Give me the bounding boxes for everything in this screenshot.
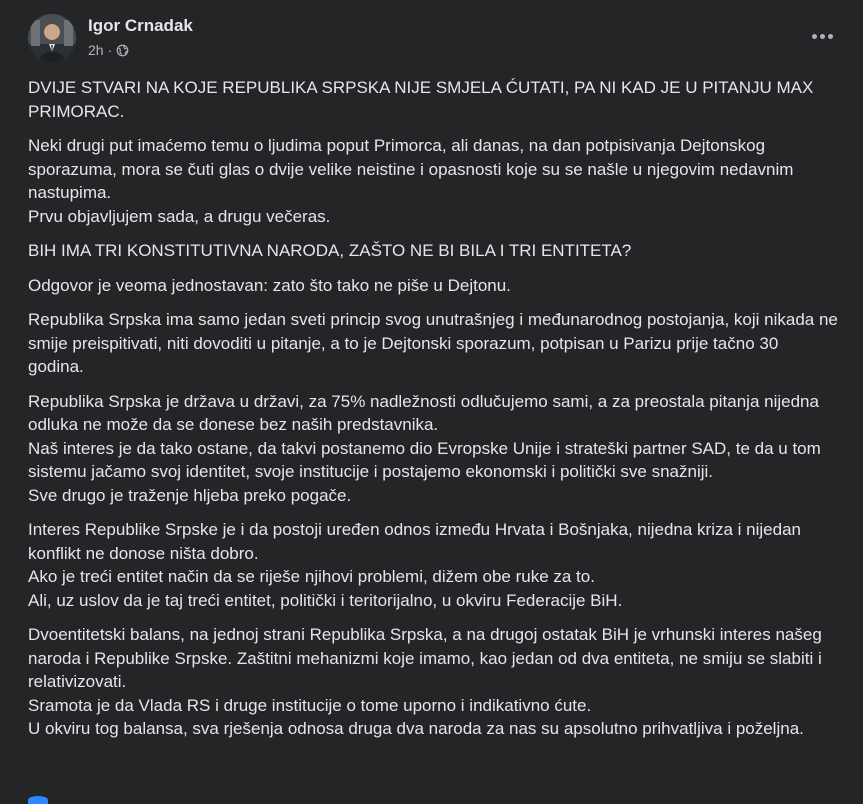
reaction-icon-edge bbox=[28, 796, 48, 804]
post-text-line: Naš interes je da tako ostane, da takvi postanemo dio Evropske Unije i strateški partner SAD, te da u tom sistemu jačamo svoj identitet, svoje institucije i postajemo ekonomski i politički sve snažniji. bbox=[28, 438, 821, 481]
post-text-line: Republika Srpska ima samo jedan sveti princip svog unutrašnjeg i međunarodnog postojanja, koji nikada ne smije preispitivati, niti dovoditi u pitanje, a to je Dejtonski sporazum, potpisan u Parizu prije tačno 30 godina. bbox=[28, 310, 838, 376]
post-text-line: Sramota je da Vlada RS i druge institucije o tome uporno i indikativno ćute. bbox=[28, 695, 592, 715]
post-text-line: Prvu objavljujem sada, a drugu večeras. bbox=[28, 206, 331, 226]
post-text-line: Republika Srpska je država u državi, za 75% nadležnosti odlučujemo sami, a za preostala pitanja nijedna odluka ne može da se donese bez naših predstavnika. bbox=[28, 391, 819, 434]
post-text-line: Sve drugo je traženje hljeba preko pogače. bbox=[28, 485, 352, 505]
post-text-line: Ali, uz uslov da je taj treći entitet, politički i teritorijalno, u okviru Federacije BiH. bbox=[28, 590, 623, 610]
post-body bbox=[28, 76, 838, 752]
post-text-line: DVIJE STVARI NA KOJE REPUBLIKA SRPSKA NIJE SMJELA ĆUTATI, PA NI KAD JE U PITANJU MAX PRIMORAC. bbox=[28, 78, 814, 121]
post-text-line: Dvoentitetski balans, na jednoj strani Republika Srpska, a na drugoj ostatak BiH je vrhunski interes našeg naroda i Republike Srpske. Zaštitni mehanizmi koje imamo, kao jedan od dva entiteta, ne smiju se slabiti i relativizovati. bbox=[28, 625, 822, 691]
globe-icon[interactable] bbox=[116, 44, 129, 57]
post-paragraph bbox=[28, 390, 838, 508]
meta-separator: · bbox=[107, 42, 113, 58]
post-meta bbox=[88, 42, 129, 58]
post-text-line: Neki drugi put imaćemo temu o ljudima poput Primorca, ali danas, na dan potpisivanja Dejtonskog sporazuma, mora se čuti glas o dvije velike neistine i opasnosti koje su se našle u njegovim nedavnim nastupima. bbox=[28, 136, 794, 202]
post-text-line: Ako je treći entitet način da se riješe njihovi problemi, dižem obe ruke za to. bbox=[28, 567, 595, 586]
post-text-line: BIH IMA TRI KONSTITUTIVNA NARODA, ZAŠTO NE BI BILA I TRI ENTITETA? bbox=[28, 241, 632, 260]
post-text-line: U okviru tog balansa, sva rješenja odnosa druga dva naroda za nas su apsolutno prihvatljiva i poželjna. bbox=[28, 719, 804, 738]
post-paragraph bbox=[28, 518, 838, 612]
avatar-photo-icon bbox=[28, 14, 76, 62]
more-options-dot bbox=[812, 34, 817, 39]
post-paragraph bbox=[28, 623, 838, 741]
post-text-line: Interes Republike Srpske je i da postoji uređen odnos između Hrvata i Bošnjaka, nijedna kriza i nijedan konflikt ne donose ništa dobro. bbox=[28, 520, 801, 563]
post-header bbox=[28, 12, 843, 62]
post-paragraph bbox=[28, 274, 838, 298]
post-paragraph bbox=[28, 134, 838, 228]
author-name[interactable]: Igor Crnadak bbox=[88, 16, 193, 35]
post-time[interactable]: 2h bbox=[88, 42, 104, 58]
post-text-line: Odgovor je veoma jednostavan: zato što tako ne piše u Dejtonu. bbox=[28, 275, 511, 295]
post-paragraph bbox=[28, 308, 838, 379]
author-avatar[interactable] bbox=[28, 14, 76, 62]
more-options-dot bbox=[820, 34, 825, 39]
post-paragraph bbox=[28, 76, 838, 123]
more-options-button[interactable] bbox=[807, 24, 837, 48]
post-paragraph bbox=[28, 239, 838, 263]
more-options-dot bbox=[828, 34, 833, 39]
